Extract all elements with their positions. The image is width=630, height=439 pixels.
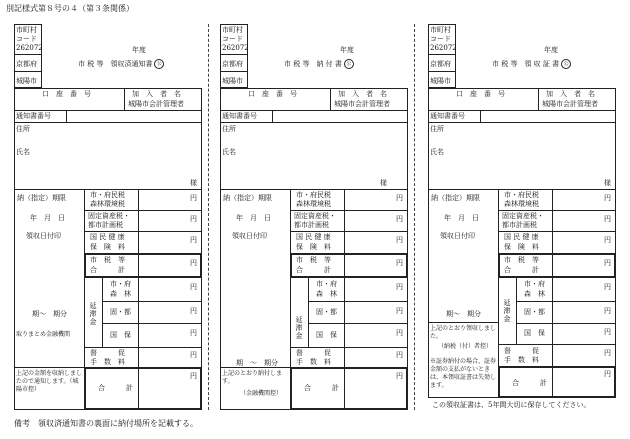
pref-name: 京都府 [222,60,243,68]
city-name: 城陽市 [16,77,37,85]
receipt-stamp-label: 領収日付印 [440,232,475,240]
late-fee-label: 延滞金 [503,299,511,323]
section-notice [14,24,202,410]
tokusoku-label: 督 促 [296,349,331,357]
late-line-label: 森 林 [110,290,131,298]
yen-label: 円 [604,215,611,223]
yen-label: 円 [396,259,403,267]
late-line-label: 国 保 [110,331,131,339]
late-line-label: 固・都 [110,308,131,316]
tax-line-label: 固定資産税・ [502,212,544,220]
form-header: 別記様式第８号の４（第３条関係） [6,4,134,13]
tax-line-label: 市 税 等 [504,256,539,264]
period-label: 期〜 期分 [446,310,481,318]
payee-label: 加 入 者 名 [132,90,181,98]
tokusoku-label: 手 数 料 [504,356,539,364]
taxpayer-copy-note: （納税（付）者控） [438,343,493,350]
yen-label: 円 [396,194,403,202]
tax-line-label: 固定資産税・ [294,212,336,220]
bank-copy-note: （金融機関控） [240,390,283,397]
yen-label: 円 [396,283,403,291]
receipt-stamp-label: 領収日付印 [232,232,267,240]
notice-no-label: 通知書番号 [222,112,257,120]
pref-name: 京都府 [16,60,37,68]
yen-label: 円 [396,351,403,359]
date-label: 年 月 日 [444,214,479,222]
nendo-label: 年度 [132,46,146,54]
payee-label: 加 入 者 名 [338,90,387,98]
tax-line-label: 都市計画税 [294,221,329,229]
notice-no-label: 通知書番号 [16,112,51,120]
date-label: 年 月 日 [30,214,65,222]
receipt-stamp-label: 領収日付印 [26,232,61,240]
sama-label: 様 [604,179,611,187]
late-line-label: 森 林 [316,290,337,298]
yen-label: 円 [190,215,197,223]
late-line-label: 国 保 [524,329,545,337]
muni-code: 262072 [222,44,249,52]
form-footer-note: 備考 領収済通知書の裏面に納付場所を記載する。 [14,419,198,428]
address-label: 住所 [222,125,236,133]
form-title: 市 税 等 領収済通知書 公 [78,59,164,69]
late-line-label: 固・都 [316,308,337,316]
tax-line-label: 固定資産税・ [88,212,130,220]
yen-label: 円 [396,307,403,315]
tax-line-label: 保 険 料 [90,243,125,251]
nendo-label: 年度 [340,46,354,54]
yen-label: 円 [396,329,403,337]
tax-line-label: 保 険 料 [296,243,331,251]
tax-line-label: 市・府民税 [504,191,539,199]
yen-label: 円 [190,259,197,267]
yen-label: 円 [604,283,611,291]
collected-note: 上記の金額を収納しましたので通知します。（城陽市控） [16,370,83,393]
yen-label: 円 [396,236,403,244]
cut-line [208,24,209,410]
tax-line-label: 合 計 [504,266,539,274]
tokusoku-label: 手 数 料 [296,358,331,366]
payment-note: 上記のとおり納付します。 [222,370,283,385]
tax-line-label: 市・府民税 [90,191,125,199]
tax-line-label: 都市計画税 [88,221,123,229]
yen-label: 円 [190,194,197,202]
yen-label: 円 [604,236,611,244]
agg-bank-label: 取りまとめ金融機関 [16,331,71,338]
deadline-label: 納（指定）期限 [223,194,272,202]
name-label: 氏名 [430,148,444,156]
date-label: 年 月 日 [236,214,271,222]
city-name: 城陽市 [430,77,451,85]
tokusoku-label: 手 数 料 [90,358,125,366]
period-label: 期 〜 期分 [236,359,278,367]
account-no-label: 口 座 番 号 [248,90,297,98]
yen-label: 円 [190,283,197,291]
sama-label: 様 [380,179,387,187]
yen-label: 円 [604,194,611,202]
yen-label: 円 [604,307,611,315]
period-label: 期〜 期分 [32,310,67,318]
tax-line-label: 国 民 健 康 [90,233,125,241]
tax-line-label: 森林環境税 [296,200,331,208]
form-title: 市 税 等 納 付 書 公 [284,59,354,69]
tax-line-label: 森林環境税 [90,200,125,208]
nendo-label: 年度 [544,46,558,54]
grand-total-label: 合 計 [304,384,339,392]
payee-name: 城陽市会計管理者 [542,100,598,108]
name-label: 氏名 [16,148,30,156]
stamp-icon: 公 [344,59,354,69]
section-receipt [428,24,616,410]
grand-total-label: 合 計 [512,379,547,387]
deadline-label: 納（指定）期限 [431,194,480,202]
grand-total-label: 合 計 [98,384,133,392]
tax-line-label: 都市計画税 [502,221,537,229]
stamp-icon: 公 [154,59,164,69]
account-no-label: 口 座 番 号 [42,90,91,98]
form-title: 市 税 等 領 収 証 書 公 [492,59,571,69]
muni-code-label: 市町村コード [16,26,37,43]
late-line-label: 市・府 [524,280,545,288]
cut-line [414,24,415,410]
city-name: 城陽市 [222,77,243,85]
tax-line-label: 合 計 [296,266,331,274]
late-fee-label: 延滞金 [89,302,97,326]
received-note: 上記のとおり領収しました。 [430,325,497,340]
tax-line-label: 国 民 健 康 [504,233,539,241]
late-line-label: 市・府 [316,280,337,288]
yen-label: 円 [190,307,197,315]
late-line-label: 国 保 [316,331,337,339]
tax-line-label: 市 税 等 [296,256,331,264]
name-label: 氏名 [222,148,236,156]
security-note: ※証券納付の場合、証券金額の支払がないときは、本領収証書は失効します。 [430,358,497,389]
yen-label: 円 [190,372,197,380]
yen-label: 円 [190,329,197,337]
yen-label: 円 [396,215,403,223]
section-payment-slip [220,24,408,410]
yen-label: 円 [396,372,403,380]
payee-name: 城陽市会計管理者 [128,100,184,108]
tokusoku-label: 督 促 [90,349,125,357]
stamp-icon: 公 [561,59,571,69]
muni-code-label: 市町村コード [222,26,243,43]
yen-label: 円 [604,370,611,378]
notice-no-label: 通知書番号 [430,112,465,120]
pref-name: 京都府 [430,60,451,68]
tax-line-label: 市 税 等 [90,256,125,264]
payee-label: 加 入 者 名 [546,90,595,98]
tax-line-label: 市・府民税 [296,191,331,199]
muni-code: 262072 [16,44,43,52]
tax-line-label: 森林環境税 [504,200,539,208]
address-label: 住所 [430,125,444,133]
deadline-label: 納（指定）期限 [17,194,66,202]
muni-code: 262072 [430,44,457,52]
muni-code-label: 市町村コード [430,26,451,43]
tax-line-label: 合 計 [90,266,125,274]
tax-line-label: 保 険 料 [504,243,539,251]
sama-label: 様 [190,179,197,187]
payee-name: 城陽市会計管理者 [334,100,390,108]
late-fee-label: 延滞金 [295,316,303,340]
yen-label: 円 [604,349,611,357]
late-line-label: 森 林 [524,290,545,298]
late-line-label: 市・府 [110,280,131,288]
yen-label: 円 [190,351,197,359]
late-line-label: 固・都 [524,308,545,316]
yen-label: 円 [604,328,611,336]
yen-label: 円 [604,259,611,267]
yen-label: 円 [190,236,197,244]
retention-note: この領収証書は、5年間大切に保存してください。 [432,401,591,409]
account-no-label: 口 座 番 号 [456,90,505,98]
tax-line-label: 国 民 健 康 [296,233,331,241]
address-label: 住所 [16,125,30,133]
tokusoku-label: 督 促 [504,347,539,355]
